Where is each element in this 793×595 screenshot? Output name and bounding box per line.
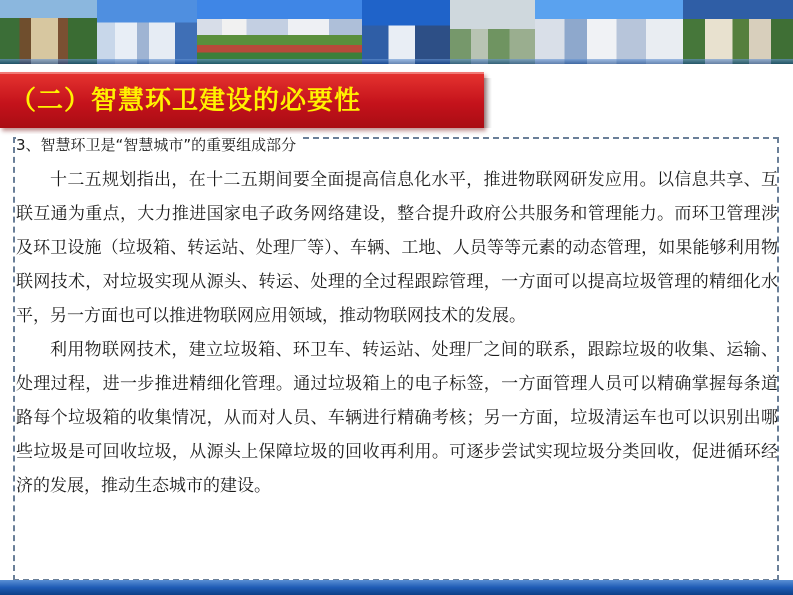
banner-photo-building (97, 0, 197, 64)
banner-photo-stadium (197, 0, 362, 64)
banner-photo-campus (535, 0, 683, 64)
title-band (0, 72, 484, 128)
photo-banner (0, 0, 793, 64)
bottom-bar (0, 580, 793, 595)
banner-photo-park (450, 0, 535, 64)
slide-title: （二）智慧环卫建设的必要性 (10, 86, 362, 116)
banner-photo-tower (362, 0, 450, 64)
banner-photo-pavilion (0, 0, 97, 64)
section-subheading: 3、智慧环卫是“智慧城市”的重要组成部分 (16, 134, 300, 156)
paragraph-1: 十二五规划指出，在十二五期间要全面提高信息化水平，推进物联网研发应用。以信息共享、互联互通为重点，大力推进国家电子政务网络建设，整合提升政府公共服务和管理能力。而环卫管理涉及环卫设施（垃圾箱、转运站、处理厂等）、车辆、工地、人员等等元素的动态管理，如果能够利用物联网技术，对垃圾实现从源头、转运、处理的全过程跟踪管理，一方面可以提高垃圾管理的精细化水平，另一方面也可以推进物联网应用领域，推动物联网技术的发展。 (16, 170, 778, 326)
banner-photo-plaza (683, 0, 793, 64)
body-text (16, 163, 778, 503)
paragraph-2: 利用物联网技术，建立垃圾箱、环卫车、转运站、处理厂之间的联系，跟踪垃圾的收集、运输、处理过程，进一步推进精细化管理。通过垃圾箱上的电子标签，一方面管理人员可以精确掌握每条道路每个垃圾箱的收集情况，从而对人员、车辆进行精确考核；另一方面，垃圾清运车也可以识别出哪些垃圾是可回收垃圾，从源头上保障垃圾的回收再利用。可逐步尝试实现垃圾分类回收，促进循环经济的发展，推动生态城市的建设。 (16, 340, 778, 496)
